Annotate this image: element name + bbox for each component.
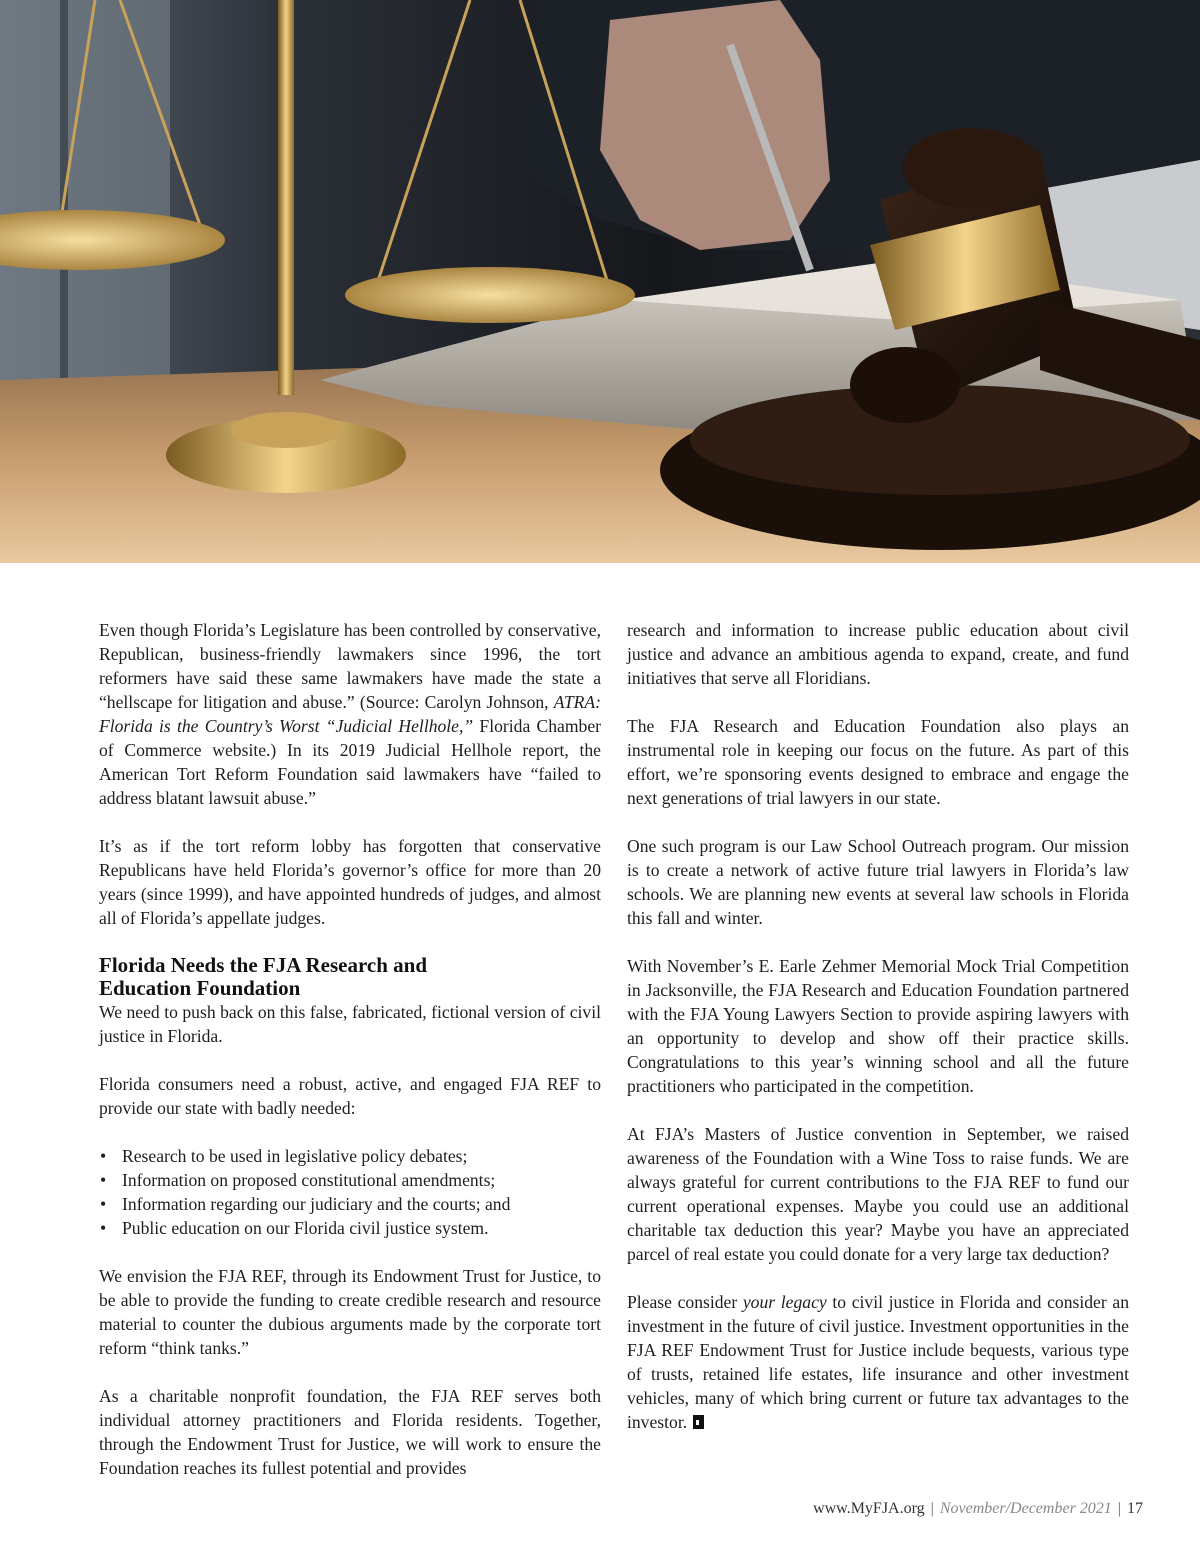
paragraph-text: to civil justice in Florida and consider an investment in the future of civil justice. Investment opportunities in the FJA REF Endowment Trust for Justice include bequests, various type of trusts, retained life estates, life insurance and other investment vehicles, many of which bring current or future tax advantages to the investor. — [627, 1292, 1129, 1432]
paragraph: One such program is our Law School Outreach program. Our mission is to create a network of active future trial lawyers in Florida’s law schools. We are planning new events at several law schools in Florida this fall and winter. — [627, 836, 1129, 928]
bullet-list — [99, 1144, 601, 1240]
list-item: • Public education on our Florida civil justice system. — [99, 1216, 601, 1240]
paragraph-text: Even though Florida’s Legislature has been controlled by conservative, Republican, business-friendly lawmakers since 1996, the tort reformers have said these same lawmakers have made the state a “hellscape for litigation and abuse.” (Source: Carolyn Johnson, — [99, 620, 601, 712]
paragraph — [99, 618, 601, 810]
paragraph — [627, 1290, 1129, 1434]
paragraph-text: Please consider — [627, 1292, 743, 1312]
source-title: ATRA: Florida is the Country’s Worst “Judicial Hellhole,” — [99, 692, 601, 736]
end-of-article-icon — [693, 1415, 704, 1429]
page-number: 17 — [1127, 1500, 1143, 1517]
scales-gavel-photo — [0, 0, 1200, 563]
paragraph: The FJA Research and Education Foundation also plays an instrumental role in keeping our focus on the future. As part of this effort, we’re sponsoring events designed to embrace and engage the next generations of trial lawyers in our state. — [627, 716, 1129, 808]
footer-separator: | — [1117, 1500, 1121, 1517]
right-column — [627, 618, 1129, 1458]
footer-separator: | — [930, 1500, 934, 1517]
paragraph: We envision the FJA REF, through its Endowment Trust for Justice, to be able to provide the funding to create credible research and resource material to counter the dubious arguments made by the corporate tort reform “think tanks.” — [99, 1266, 601, 1358]
page-footer — [700, 1500, 1143, 1518]
heading-line: Florida Needs the FJA Research and — [99, 953, 428, 977]
heading-line: Education Foundation — [99, 976, 301, 1000]
hero-image — [0, 0, 1200, 563]
paragraph: It’s as if the tort reform lobby has forgotten that conservative Republicans have held Florida’s governor’s office for more than 20 years (since 1999), and have appointed hundreds of judges, and almost all of Florida’s appellate judges. — [99, 836, 601, 928]
paragraph-text: Florida Chamber of Commerce website.) In its 2019 Judicial Hellhole report, the American Tort Reform Foundation said lawmakers have “failed to address blatant lawsuit abuse.” — [99, 716, 601, 808]
paragraph: With November’s E. Earle Zehmer Memorial Mock Trial Competition in Jacksonville, the FJA Research and Education Foundation partnered with the FJA Young Lawyers Section to provide aspiring lawyers with an opportunity to develop and show off their practice skills. Congratulations to this year’s winning school and all the future practitioners who participated in the competition. — [627, 956, 1129, 1096]
paragraph: As a charitable nonprofit foundation, the FJA REF serves both individual attorney practitioners and Florida residents. Together, through the Endowment Trust for Justice, we will work to ensure the Foundation reaches its fullest potential and provides — [99, 1386, 601, 1478]
footer-website[interactable]: www.MyFJA.org — [813, 1500, 925, 1517]
section-heading — [99, 954, 601, 1000]
paragraph: At FJA’s Masters of Justice convention in September, we raised awareness of the Foundation with a Wine Toss to raise funds. We are always grateful for current contributions to the FJA REF to fund our current operational expenses. Maybe you could use an additional charitable tax deduction this year? Maybe you have an appreciated parcel of real estate you could donate for a very large tax deduction? — [627, 1124, 1129, 1264]
paragraph: Florida consumers need a robust, active, and engaged FJA REF to provide our state with badly needed: — [99, 1074, 601, 1118]
left-column — [99, 618, 601, 1504]
list-item: • Research to be used in legislative policy debates; — [99, 1144, 601, 1168]
paragraph: research and information to increase public education about civil justice and advance an ambitious agenda to expand, create, and fund initiatives that serve all Floridians. — [627, 620, 1129, 688]
list-item: • Information regarding our judiciary and the courts; and — [99, 1192, 601, 1216]
paragraph: We need to push back on this false, fabricated, fictional version of civil justice in Florida. — [99, 1002, 601, 1046]
footer-issue: November/December 2021 — [939, 1500, 1112, 1517]
list-item: • Information on proposed constitutional amendments; — [99, 1168, 601, 1192]
emphasis-text: your legacy — [742, 1292, 827, 1312]
